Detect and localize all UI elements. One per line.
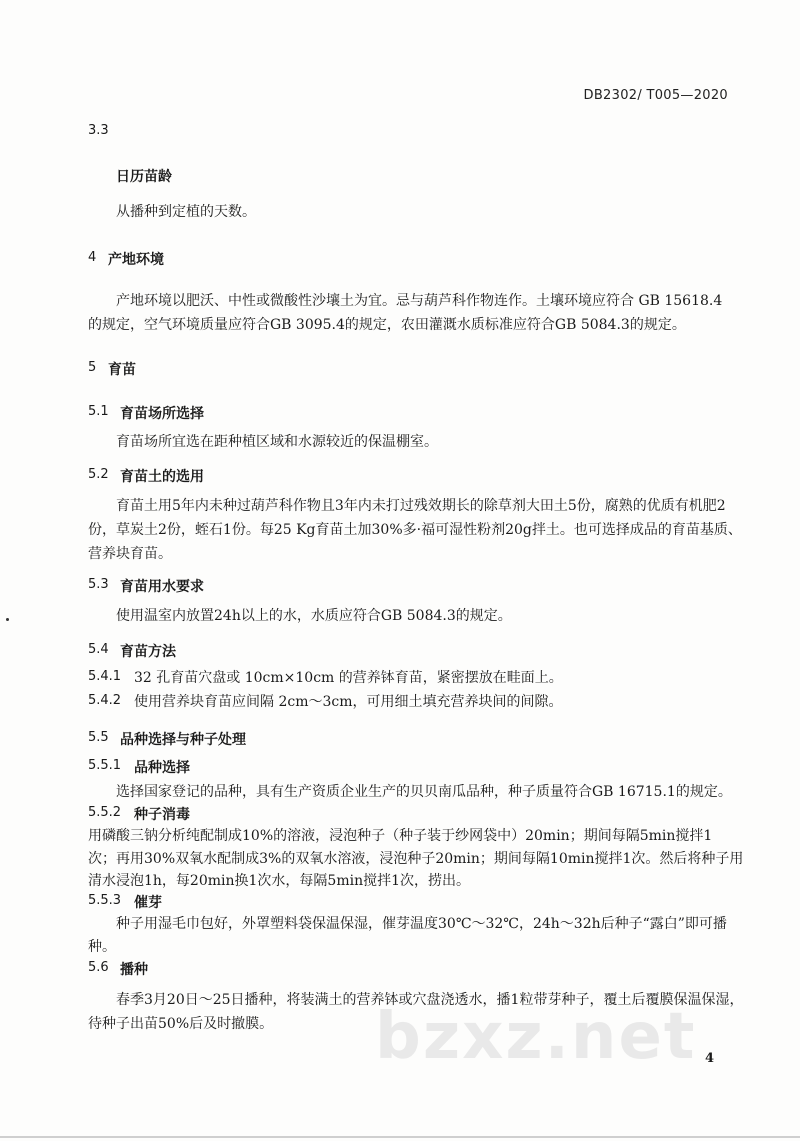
section-title: 育苗 [108,362,136,378]
subsection-title: 种子消毒 [134,807,190,823]
section-title: 产地环境 [108,252,164,268]
item-number: 5.4.2 [88,693,122,708]
item-text: 32 孔育苗穴盘或 10cm×10cm 的营养钵育苗，紧密摆放在畦面上。 [134,670,563,686]
paragraph-line: 待种子出苗50%后及时撤膜。 [88,1016,274,1032]
section-title: 育苗用水要求 [120,579,204,595]
paragraph-line: 用磷酸三钠分析纯配制成10%的溶液，浸泡种子（种子装于纱网袋中）20min；期间每隔5min搅拌1 [88,828,713,844]
subsection-title: 催芽 [134,895,162,911]
item-number: 5.5.3 [88,893,122,908]
paragraph-line: 使用温室内放置24h以上的水，水质应符合GB 5084.3的规定。 [116,608,512,624]
section-title: 育苗土的选用 [120,469,204,485]
item-number: 5.5.1 [88,758,122,773]
section-title: 育苗方法 [120,644,176,660]
section-number: 5.1 [88,404,109,419]
item-number: 5.4.1 [88,669,122,684]
paragraph-line: 育苗场所宜选在距种植区域和水源较近的保温棚室。 [116,434,438,450]
paragraph-line: 清水浸泡1h，每20min换1次水，每隔5min搅拌1次，捞出。 [88,873,470,889]
section-number: 4 [88,250,97,265]
section-number: 5.2 [88,467,109,482]
item-number: 5.5.2 [88,805,122,820]
paragraph-line: 份，草炭土2份，蛭石1份。每25 Kg育苗土加30%多·福可湿性粉剂20g拌土。也可选择成品的育苗基质、 [88,522,742,538]
paragraph-line: 春季3月20日～25日播种，将装满土的营养钵或穴盘浇透水，播1粒带芽种子，覆土后覆膜保温保湿， [116,992,744,1008]
document-code: DB2302/ T005—2020 [583,88,728,103]
page-number: 4 [704,1051,714,1066]
section-title: 日历苗龄 [116,169,172,185]
paragraph-line: 的规定，空气环境质量应符合GB 3095.4的规定，农田灌溉水质标准应符合GB 5084.3的规定。 [88,317,686,333]
paragraph-line: 种子用湿毛巾包好，外罩塑料袋保温保湿，催芽温度30℃～32℃，24h～32h后种子“露白”即可播 [116,916,727,932]
section-number: 3.3 [88,123,109,138]
item-text: 使用营养块育苗应间隔 2cm～3cm，可用细土填充营养块间的间隙。 [134,694,563,710]
definition-text: 从播种到定植的天数。 [116,204,256,220]
watermark: bzxz.net [375,1000,697,1074]
page-edge-divider [0,1136,800,1138]
section-title: 播种 [120,962,148,978]
section-number: 5.3 [88,577,109,592]
paragraph-line: 营养块育苗。 [88,546,172,562]
section-number: 5.4 [88,642,109,657]
section-title: 品种选择与种子处理 [120,732,246,748]
scan-speck [6,618,9,621]
paragraph-line: 育苗土用5年内未种过葫芦科作物且3年内未打过残效期长的除草剂大田土5份，腐熟的优质有机肥2 [116,498,726,514]
paragraph-line: 产地环境以肥沃、中性或微酸性沙壤土为宜。忌与葫芦科作物连作。土壤环境应符合 GB 15618.4 [116,293,723,309]
section-number: 5.5 [88,730,109,745]
paragraph-line: 种。 [88,939,116,955]
paragraph-line: 选择国家登记的品种，具有生产资质企业生产的贝贝南瓜品种，种子质量符合GB 16715.1的规定。 [116,784,732,800]
paragraph-line: 次；再用30%双氧水配制成3%的双氧水溶液，浸泡种子20min；期间每隔10min搅拌1次。然后将种子用 [88,851,744,867]
subsection-title: 品种选择 [134,760,190,776]
section-number: 5.6 [88,960,109,975]
section-title: 育苗场所选择 [120,406,204,422]
section-number: 5 [88,360,97,375]
